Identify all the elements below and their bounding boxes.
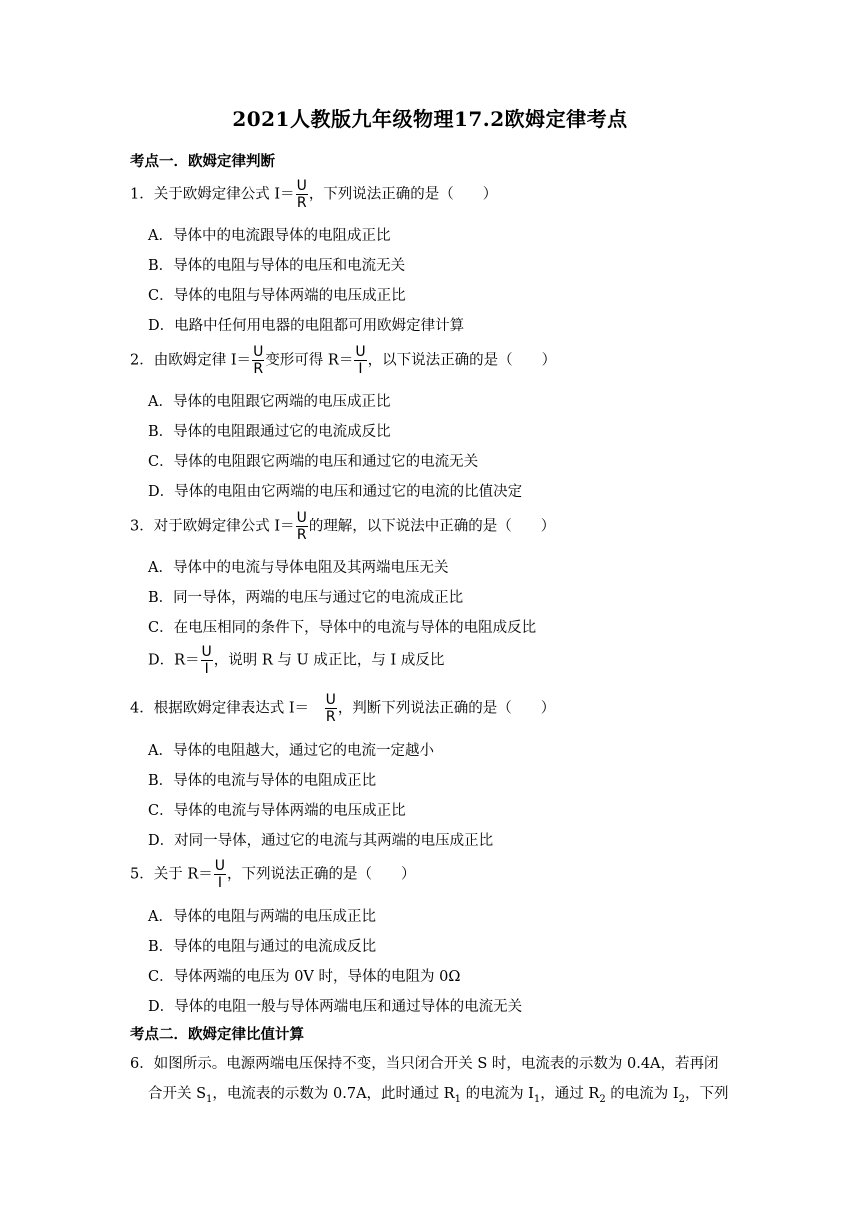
q3-option-b[interactable]: B．同一导体，两端的电压与通过它的电流成正比 — [148, 590, 464, 606]
section-heading-1: 考点一．欧姆定律判断 — [130, 153, 275, 170]
fraction-u-over-r: $\frac{U}{R}$ — [253, 344, 264, 377]
fraction-u-over-i: $\frac{U}{I}$ — [355, 344, 366, 377]
q2-option-a[interactable]: A．导体的电阻跟它两端的电压成正比 — [148, 394, 391, 410]
q3-option-d-prefix: D．R＝ — [148, 652, 200, 669]
q2-option-d[interactable]: D．导体的电阻由它两端的电压和通过它的电流的比值决定 — [148, 484, 523, 500]
question-3-prefix: 3．对于欧姆定律公式 I＝ — [130, 518, 295, 535]
fraction-u-over-r: $\frac{U}{R}$ — [296, 510, 307, 543]
fraction-u-over-i: $\frac{U}{I}$ — [201, 644, 212, 677]
q4-option-c[interactable]: C．导体的电流与导体两端的电压成正比 — [148, 803, 406, 819]
q1-option-d[interactable]: D．电路中任何用电器的电阻都可用欧姆定律计算 — [148, 318, 465, 334]
question-5-suffix: ，下列说法正确的是（ ） — [227, 866, 416, 883]
question-1-prefix: 1．关于欧姆定律公式 I＝ — [130, 186, 295, 203]
question-2 — [130, 344, 556, 377]
question-3-suffix: 的理解，以下说法中正确的是（ ） — [308, 518, 556, 535]
question-2-prefix: 2．由欧姆定律 I＝ — [130, 352, 252, 369]
question-4 — [130, 692, 555, 725]
q3-option-a[interactable]: A．导体中的电流与导体电阻及其两端电压无关 — [148, 560, 449, 576]
question-5-prefix: 5．关于 R＝ — [130, 866, 213, 883]
q1-option-a[interactable]: A．导体中的电流跟导体的电阻成正比 — [148, 228, 391, 244]
q3-option-d-suffix: ，说明 R 与 U 成正比，与 I 成反比 — [213, 652, 445, 669]
q5-option-b[interactable]: B．导体的电阻与通过的电流成反比 — [148, 939, 377, 955]
section-heading-2: 考点二．欧姆定律比值计算 — [130, 1026, 304, 1043]
q2-option-c[interactable]: C．导体的电阻跟它两端的电压和通过它的电流无关 — [148, 454, 479, 470]
question-2-middle: 变形可得 R＝ — [265, 352, 354, 369]
q5-option-d[interactable]: D．导体的电阻一般与导体两端电压和通过导体的电流无关 — [148, 999, 523, 1015]
q2-option-b[interactable]: B．导体的电阻跟通过它的电流成反比 — [148, 424, 391, 440]
q3-option-c[interactable]: C．在电压相同的条件下，导体中的电流与导体的电阻成反比 — [148, 620, 537, 636]
q5-option-a[interactable]: A．导体的电阻与两端的电压成正比 — [148, 909, 376, 925]
question-4-prefix: 4．根据欧姆定律表达式 I＝ — [130, 700, 324, 717]
page-title: 2021人教版九年级物理17.2欧姆定律考点 — [232, 107, 628, 131]
fraction-u-over-i: $\frac{U}{I}$ — [214, 858, 226, 891]
question-6-line-1: 6．如图所示。电源两端电压保持不变，当只闭合开关 S 时，电流表的示数为 0.4A，若再闭 — [130, 1056, 719, 1072]
fraction-u-over-r: $\frac{U}{R}$ — [325, 692, 336, 725]
question-3 — [130, 510, 555, 543]
q3-option-d[interactable] — [148, 644, 444, 677]
question-2-suffix: ，以下说法正确的是（ ） — [367, 352, 557, 369]
q5-option-c[interactable]: C．导体两端的电压为 0V 时，导体的电阻为 0Ω — [148, 969, 461, 985]
q4-option-b[interactable]: B．导体的电流与导体的电阻成正比 — [148, 773, 377, 789]
question-1 — [130, 178, 497, 211]
q4-option-a[interactable]: A．导体的电阻越大，通过它的电流一定越小 — [148, 743, 434, 759]
q1-option-c[interactable]: C．导体的电阻与导体两端的电压成正比 — [148, 288, 406, 304]
q4-option-d[interactable]: D．对同一导体，通过它的电流与其两端的电压成正比 — [148, 833, 494, 849]
question-5 — [130, 858, 416, 891]
question-6-line-2: 合开关 $S_1$，电流表的示数为 0.7A，此时通过 $R_1$ 的电流为 $I_1$，通过 $R_2$ 的电流为 $I_2$，下列 — [148, 1086, 729, 1105]
question-4-suffix: ，判断下列说法正确的是（ ） — [337, 700, 556, 717]
q1-option-b[interactable]: B．导体的电阻与导体的电压和电流无关 — [148, 258, 406, 274]
question-1-suffix: ，下列说法正确的是（ ） — [308, 186, 498, 203]
fraction-u-over-r: $\frac{U}{R}$ — [296, 178, 307, 211]
